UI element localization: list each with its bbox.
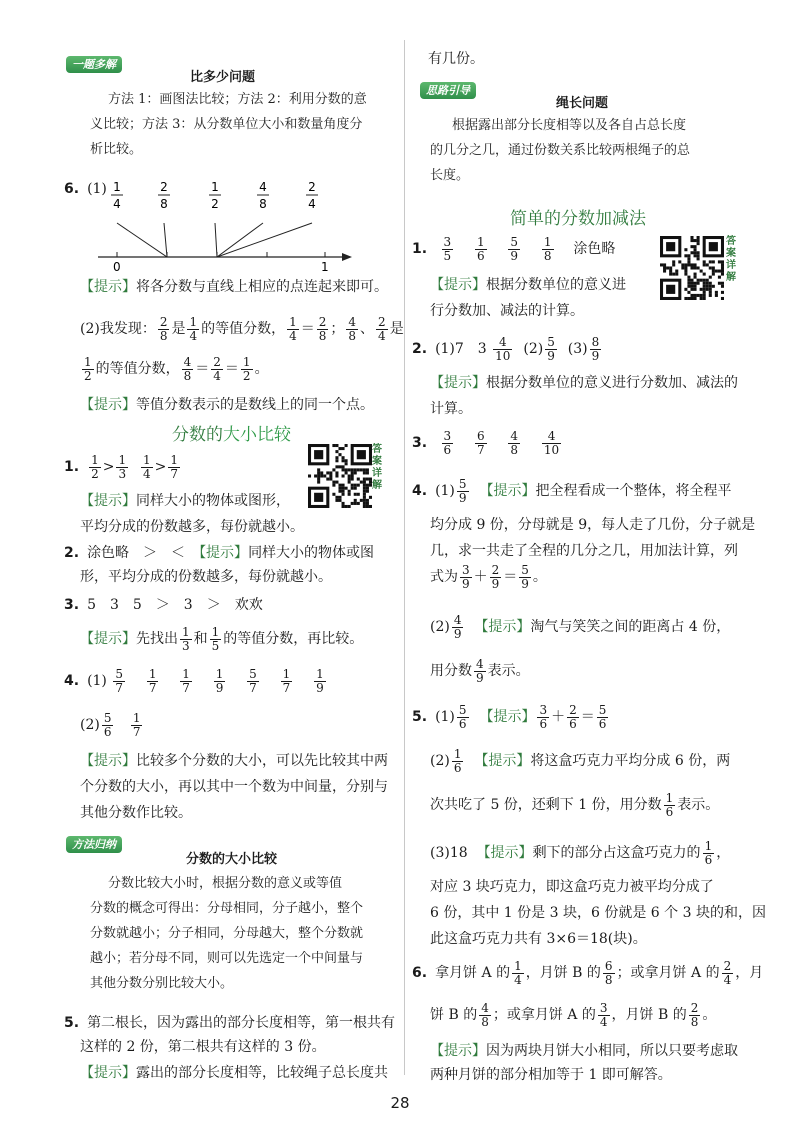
fraction-denominator: 8	[259, 197, 267, 211]
hint-line: 其他分数作比较。	[80, 805, 192, 821]
hint-line: 个分数的大小，再以其中一个数为中间量，分别与	[80, 779, 388, 795]
q6-part2-line1: (2)我发现： $\frac{2}{8}$ 是 $\frac{1}{4}$ 的等值分数， $\frac{1}{4}$ ＝ $\frac{2}{8}$ ； $\frac{4}{8}$ 、 $\frac{2}{4}$ 是	[80, 314, 404, 343]
hint-line: 【提示】同样大小的物体或图形，	[80, 493, 290, 509]
fraction-numerator: 4	[259, 180, 267, 194]
question-2: 2. (1)7 3 $\frac{4}{10}$ (2) $\frac{5}{9}$ (3) $\frac{8}{9}$	[412, 334, 600, 363]
hint-line: 两种月饼的部分相加等于 1 即可解答。	[430, 1067, 672, 1083]
badge-fangfa-guina: 方法归纳	[66, 836, 122, 853]
qr-code-icon	[308, 444, 372, 508]
hint-line: 行分数加、减法的计算。	[430, 303, 584, 319]
axis-label-0: 0	[113, 260, 121, 274]
box-title: 分数的大小比较	[186, 852, 278, 867]
section-title: 简单的分数加减法	[510, 209, 646, 229]
hint-line: 次共吃了 5 份，还剩下 1 份，用分数 $\frac{1}{6}$ 表示。	[430, 790, 720, 819]
hint-label: 【提示】	[80, 397, 136, 413]
box-title: 绳长问题	[556, 96, 609, 111]
question-2-cont: 形，平均分成的份数越多，每份就越小。	[80, 569, 332, 585]
hint-line	[80, 278, 388, 296]
fraction-numerator: 1	[113, 180, 121, 194]
q6-part2-line2: $\frac{1}{2}$ 的等值分数， $\frac{4}{8}$ ＝ $\frac{2}{4}$ ＝ $\frac{1}{2}$ 。	[84, 354, 269, 383]
question-3: 3. 5 3 5 ＞ 3 ＞ 欢欢	[64, 597, 263, 613]
hint-line: 6 份，其中 1 份是 3 块，6 份就是 6 个 3 块的和，因	[430, 905, 766, 921]
hint-line: 平均分成的份数越多，每份就越小。	[80, 519, 304, 535]
fraction-denominator: 2	[211, 197, 219, 211]
hint-line: 计算。	[430, 401, 472, 417]
part-label: (1)	[87, 181, 107, 197]
badge-silu-yindao: 思路引导	[420, 82, 476, 99]
question-4-part2: (2) $\frac{4}{9}$ 【提示】淘气与笑笑之间的距离占 4 份，	[430, 612, 731, 641]
hint-line: 【提示】根据分数单位的意义进行分数加、减法的	[430, 375, 738, 391]
box-text: 析比较。	[90, 142, 143, 157]
question-5-part3: (3)18 【提示】剩下的部分占这盒巧克力的 $\frac{1}{6}$ ，	[430, 838, 731, 867]
hint-text: 等值分数表示的是数线上的同一个点。	[136, 397, 374, 413]
fraction-denominator: 4	[308, 197, 316, 211]
qr-label: 答 案 详 解	[726, 236, 736, 283]
question-6-cont: 饼 B 的 $\frac{4}{8}$ ；或拿月饼 A 的 $\frac{3}{4}$ ，月饼 B 的 $\frac{2}{8}$ 。	[430, 1000, 717, 1029]
fraction-numerator: 1	[211, 180, 219, 194]
question-3: 3. $\frac{3}{6}$ $\frac{6}{7}$ $\frac{4}{8}$ $\frac{4}{10}$	[412, 428, 560, 457]
box-text: 越小；若分母不同，则可以先选定一个中间量与	[90, 951, 364, 966]
hint-line: 用分数 $\frac{4}{9}$ 表示。	[430, 656, 530, 685]
question-number: 6.	[64, 181, 80, 197]
fraction-denominator: 8	[160, 197, 168, 211]
question-5: 5. 第二根长，因为露出的部分长度相等，第一根共有	[64, 1015, 396, 1031]
arrow-icon	[342, 253, 352, 261]
number-line-diagram	[90, 175, 360, 275]
hint-line: 几，求一共走了全程的几分之几，用加法计算，列	[430, 543, 738, 559]
box-text: 长度。	[430, 168, 470, 183]
question-1: 1. $\frac{1}{2}$ > $\frac{1}{3}$ $\frac{1}{4}$ > $\frac{1}{7}$	[64, 452, 178, 481]
question-5-part2: (2) $\frac{1}{6}$ 【提示】将这盒巧克力平均分成 6 份，两	[430, 746, 731, 775]
hint-label: 【提示】	[80, 279, 136, 295]
hint-line: 【提示】先找出 $\frac{1}{3}$ 和 $\frac{1}{5}$ 的等值分数，再比较。	[80, 624, 364, 653]
box-text: 义比较；方法 3：从分数单位大小和数量角度分	[90, 117, 363, 132]
hint-line: 【提示】比较多个分数的大小，可以先比较其中两	[80, 753, 388, 769]
axis-label-1: 1	[321, 260, 329, 274]
continued-text: 有几份。	[428, 51, 484, 67]
page-number: 28	[390, 1094, 410, 1112]
box-text: 方法 1：画图法比较；方法 2：利用分数的意	[108, 92, 367, 107]
hint-line: 此这盒巧克力共有 3×6＝18(块)。	[430, 931, 647, 947]
box-text: 的几分之几，通过份数关系比较两根绳子的总	[430, 143, 691, 158]
hint-line: 【提示】根据分数单位的意义进	[430, 277, 626, 293]
question-1: 1. $\frac{3}{5}$ $\frac{1}{6}$ $\frac{5}{9}$ $\frac{1}{8}$ 涂色略	[412, 234, 616, 263]
fraction-denominator: 4	[113, 197, 121, 211]
question-5: 5. (1) $\frac{5}{6}$ 【提示】 $\frac{3}{6}$ ＋ $\frac{2}{6}$ ＝ $\frac{5}{6}$	[412, 702, 607, 731]
column-divider	[404, 40, 405, 1075]
qr-label: 答 案 详 解	[372, 444, 382, 491]
box-title: 比多少问题	[190, 70, 256, 85]
question-4: 4. (1) $\frac{5}{7}$ $\frac{1}{7}$ $\frac{1}{7}$ $\frac{1}{9}$ $\frac{5}{7}$ $\frac{1}{7}$ $\frac{1}{9}$	[64, 666, 324, 695]
fraction-numerator: 2	[308, 180, 316, 194]
question-5-cont: 这样的 2 份，第二根共有这样的 3 份。	[80, 1039, 326, 1055]
hint-text: 将各分数与直线上相应的点连起来即可。	[136, 279, 388, 295]
hint-line: 对应 3 块巧克力，即这盒巧克力被平均分成了	[430, 879, 714, 895]
qr-code-icon	[660, 236, 724, 300]
box-text: 分数比较大小时，根据分数的意义或等值	[108, 876, 343, 891]
box-text: 根据露出部分长度相等以及各自占总长度	[452, 118, 687, 133]
question-2: 2. 涂色略 ＞ ＜ 【提示】同样大小的物体或图	[64, 545, 375, 561]
fraction-numerator: 2	[160, 180, 168, 194]
box-text: 分数的概念可得出：分母相同，分子越小，整个	[90, 901, 364, 916]
question-4: 4. (1) $\frac{5}{9}$ 【提示】把全程看成一个整体，将全程平	[412, 476, 732, 505]
box-text: 分数就越小；分子相同，分母越大，整个分数就	[90, 926, 364, 941]
hint-line: 【提示】露出的部分长度相等，比较绳子总长度共	[80, 1065, 388, 1081]
badge-yiti-duojie: 一题多解	[66, 56, 122, 73]
hint-line: 均分成 9 份，分母就是 9，每人走了几份，分子就是	[430, 517, 756, 533]
hint-line	[80, 396, 374, 414]
question-4-part2: (2) $\frac{5}{6}$ $\frac{1}{7}$	[80, 710, 141, 739]
hint-line: 式为 $\frac{3}{9}$ ＋ $\frac{2}{9}$ ＝ $\frac{5}{9}$ 。	[430, 562, 547, 591]
section-title: 分数的大小比较	[172, 425, 291, 445]
hint-line: 【提示】因为两块月饼大小相同，所以只要考虑取	[430, 1043, 738, 1059]
question-6: 6. 拿月饼 A 的 $\frac{1}{4}$ ，月饼 B 的 $\frac{6}{8}$ ；或拿月饼 A 的 $\frac{2}{4}$ ，月	[412, 958, 764, 987]
box-text: 其他分数分别比较大小。	[90, 976, 234, 991]
